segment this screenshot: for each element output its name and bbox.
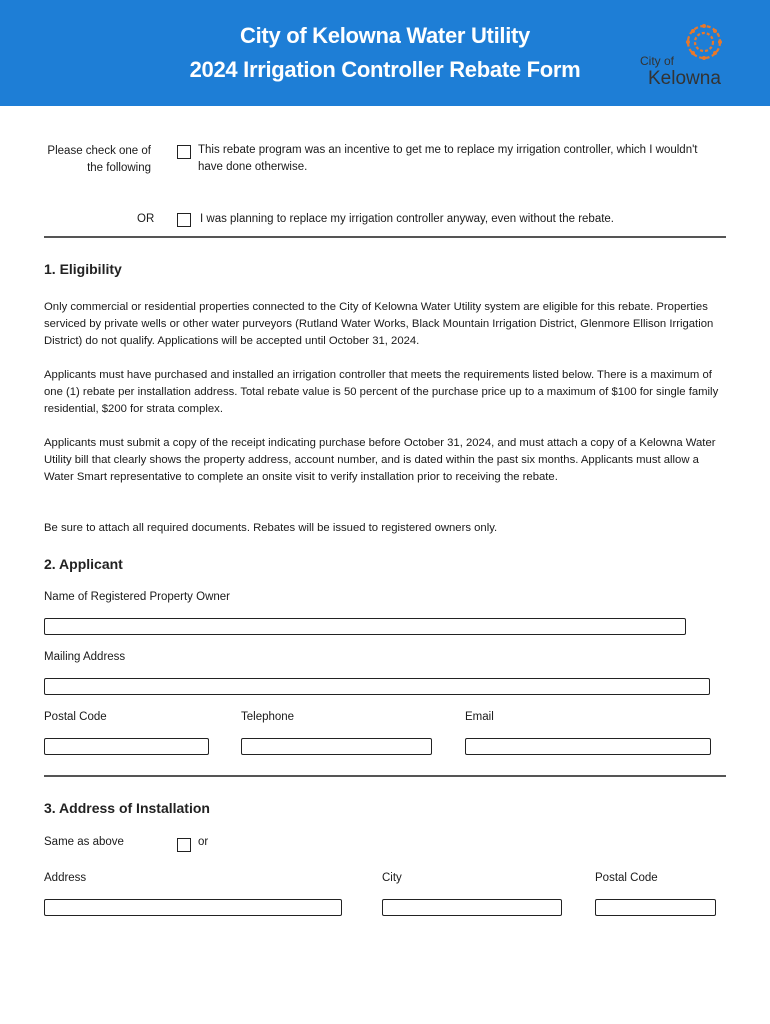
owner-name-label: Name of Registered Property Owner <box>44 591 230 603</box>
eligibility-paragraph-1: Only commercial or residential properties connected to the City of Kelowna Water Utility system are eligible for this rebate. Properties serviced by private wells or other water purveyors (Rutland Water Works, Black Mountain Irrigation District, Glenmore Ellison Irrigation District) do not qualify. Applications will be accepted until October 31, 2024. <box>44 301 714 347</box>
telephone-field[interactable] <box>241 738 432 755</box>
same-as-above-label: Same as above <box>44 836 124 848</box>
installation-address-label: Address <box>44 872 87 884</box>
eligibility-paragraph-3: Applicants must submit a copy of the receipt indicating purchase before October 31, 2024, and must attach a copy of a Kelowna Water Utility bill that clearly shows the property address, account number, and is dated within the past six months. Applicants must allow a Water Smart representative to complete an onsite visit to verify installation prior to receiving the rebate. <box>44 437 716 483</box>
planned-anyway-checkbox[interactable] <box>177 213 191 227</box>
check-one-prompt: Please check one of the following <box>47 145 151 174</box>
installation-city-label: City <box>382 872 402 884</box>
eligibility-paragraph-2: Applicants must have purchased and installed an irrigation controller that meets the requirements listed below. There is a maximum of one (1) rebate per installation address. Total rebate value is 50 percent of the purchase price up to a maximum of $100 for single family residential, $200 for strata complex. <box>44 369 719 415</box>
or-lowercase-label: or <box>198 836 209 848</box>
form-title-line2: 2024 Irrigation Controller Rebate Form <box>189 57 581 82</box>
section-divider <box>44 236 726 238</box>
installation-postal-label: Postal Code <box>595 872 658 884</box>
mailing-address-label: Mailing Address <box>44 651 126 663</box>
section-divider <box>44 775 726 777</box>
postal-code-field[interactable] <box>44 738 209 755</box>
form-title-line1: City of Kelowna Water Utility <box>240 23 530 48</box>
kelowna-sun-icon <box>680 22 728 62</box>
logo-city-of: City of <box>640 54 675 68</box>
installation-city-field[interactable] <box>382 899 562 916</box>
or-label: OR <box>137 213 155 225</box>
eligibility-heading: 1. Eligibility <box>44 261 122 277</box>
city-of-kelowna-logo <box>638 22 730 92</box>
mailing-address-field[interactable] <box>44 678 710 695</box>
email-label: Email <box>465 711 494 723</box>
email-field[interactable] <box>465 738 711 755</box>
installation-heading: 3. Address of Installation <box>44 800 210 816</box>
owner-name-field[interactable] <box>44 618 686 635</box>
logo-kelowna: Kelowna <box>648 68 721 89</box>
same-as-above-checkbox[interactable] <box>177 838 191 852</box>
incentive-option-text: This rebate program was an incentive to get me to replace my irrigation controller, which I wouldn't have done otherwise. <box>198 144 698 173</box>
eligibility-paragraph-4: Be sure to attach all required documents. Rebates will be issued to registered owners only. <box>44 522 498 534</box>
planned-anyway-option-text: I was planning to replace my irrigation controller anyway, even without the rebate. <box>200 213 615 225</box>
telephone-label: Telephone <box>241 711 295 723</box>
applicant-heading: 2. Applicant <box>44 556 123 572</box>
installation-address-field[interactable] <box>44 899 342 916</box>
postal-code-label: Postal Code <box>44 711 107 723</box>
incentive-checkbox[interactable] <box>177 145 191 159</box>
installation-postal-field[interactable] <box>595 899 716 916</box>
